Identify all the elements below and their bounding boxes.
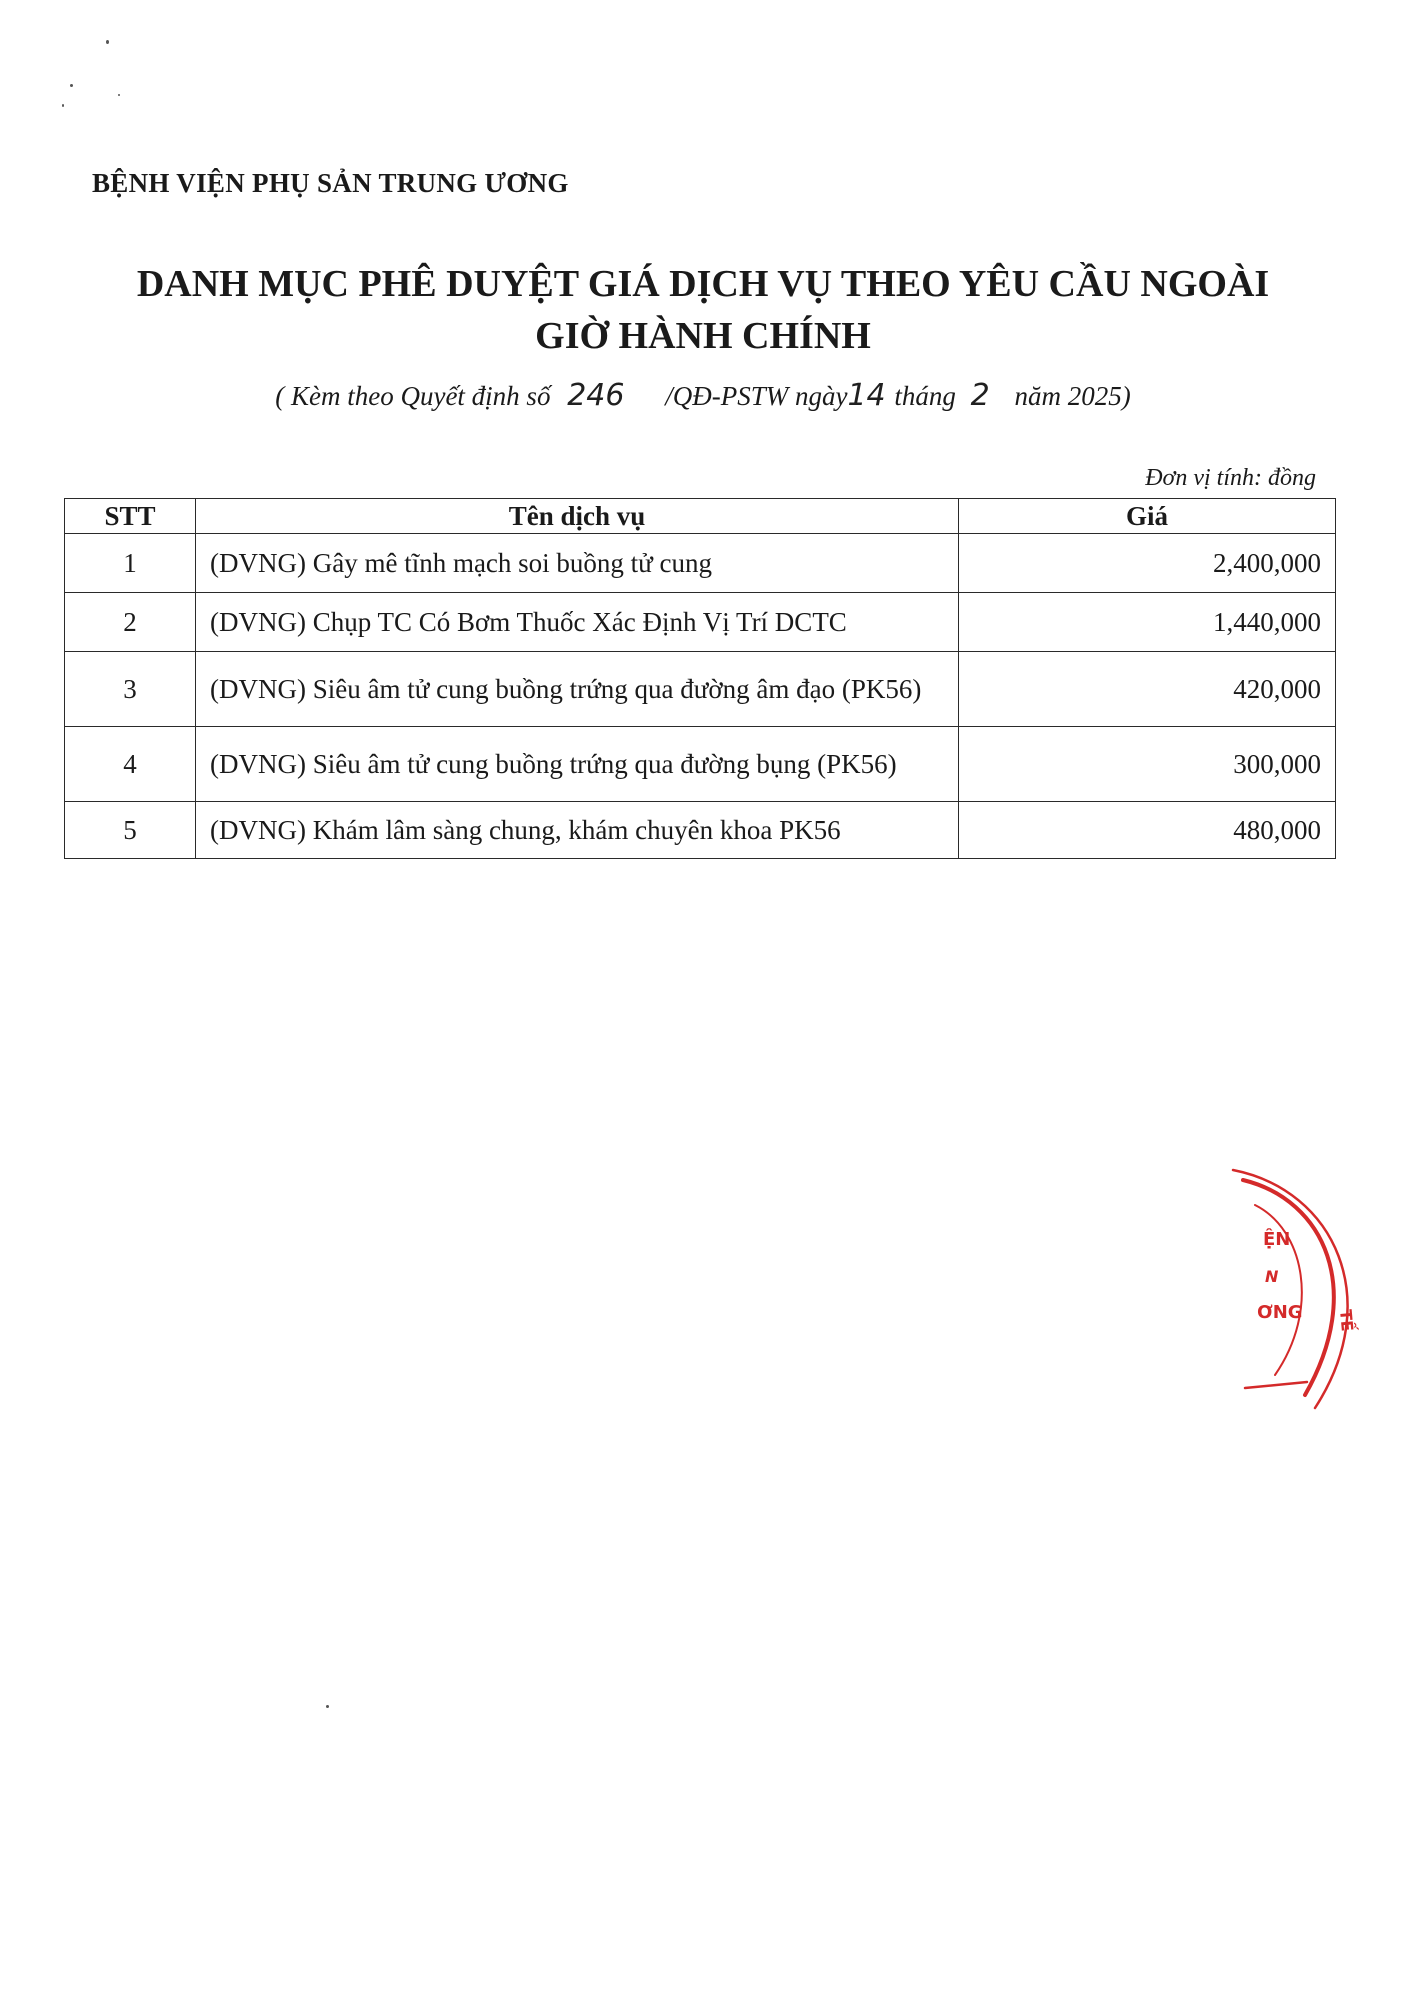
column-header-price: Giá: [959, 499, 1336, 534]
cell-stt: 5: [65, 802, 196, 859]
cell-service-name: (DVNG) Khám lâm sàng chung, khám chuyên khoa PK56: [196, 802, 959, 859]
cell-stt: 4: [65, 727, 196, 802]
scan-speck: [106, 40, 109, 44]
scan-speck: [62, 104, 64, 107]
scan-speck: [70, 84, 73, 87]
seal-fragment: N: [1265, 1267, 1279, 1286]
unit-note: Đơn vị tính: đồng: [1145, 465, 1316, 491]
table-row: [65, 593, 1336, 652]
organization-name: BỆNH VIỆN PHỤ SẢN TRUNG ƯƠNG: [92, 168, 569, 198]
cell-service-name: (DVNG) Siêu âm tử cung buồng trứng qua đường bụng (PK56): [196, 727, 959, 802]
decision-day: 14: [847, 378, 886, 413]
decision-year: năm 2025): [1014, 381, 1131, 411]
cell-stt: 3: [65, 652, 196, 727]
service-price-table: [64, 498, 1336, 859]
table-row: [65, 652, 1336, 727]
scan-speck: [118, 94, 120, 96]
seal-fragment: ỆN: [1263, 1229, 1291, 1250]
cell-price: 2,400,000: [959, 534, 1336, 593]
decision-number: 246: [567, 378, 625, 413]
official-seal-stamp: [1215, 1160, 1375, 1410]
decision-prefix: ( Kèm theo Quyết định số: [275, 381, 551, 411]
cell-service-name: (DVNG) Gây mê tĩnh mạch soi buồng tử cung: [196, 534, 959, 593]
cell-price: 420,000: [959, 652, 1336, 727]
seal-fragment: TẾ: [1336, 1308, 1357, 1333]
decision-code: /QĐ-PSTW ngày: [665, 381, 848, 411]
decision-reference: [60, 378, 1346, 413]
title-line-1: DANH MỤC PHÊ DUYỆT GIÁ DỊCH VỤ THEO YÊU CẦU NGOÀI: [136, 263, 1270, 305]
table-row: [65, 802, 1336, 859]
seal-fragment: ƠNG: [1257, 1302, 1303, 1323]
cell-price: 480,000: [959, 802, 1336, 859]
decision-month-label: tháng: [894, 381, 956, 411]
document-title: [60, 258, 1346, 362]
decision-month: 2: [970, 378, 990, 413]
table-row: [65, 534, 1336, 593]
column-header-service-name: Tên dịch vụ: [196, 499, 959, 534]
cell-price: 300,000: [959, 727, 1336, 802]
table-row: [65, 727, 1336, 802]
table-header-row: [65, 499, 1336, 534]
cell-stt: 1: [65, 534, 196, 593]
cell-service-name: (DVNG) Siêu âm tử cung buồng trứng qua đường âm đạo (PK56): [196, 652, 959, 727]
scan-speck: [326, 1705, 329, 1708]
title-line-2: GIỜ HÀNH CHÍNH: [535, 315, 871, 357]
cell-stt: 2: [65, 593, 196, 652]
column-header-stt: STT: [65, 499, 196, 534]
cell-service-name: (DVNG) Chụp TC Có Bơm Thuốc Xác Định Vị Trí DCTC: [196, 593, 959, 652]
cell-price: 1,440,000: [959, 593, 1336, 652]
